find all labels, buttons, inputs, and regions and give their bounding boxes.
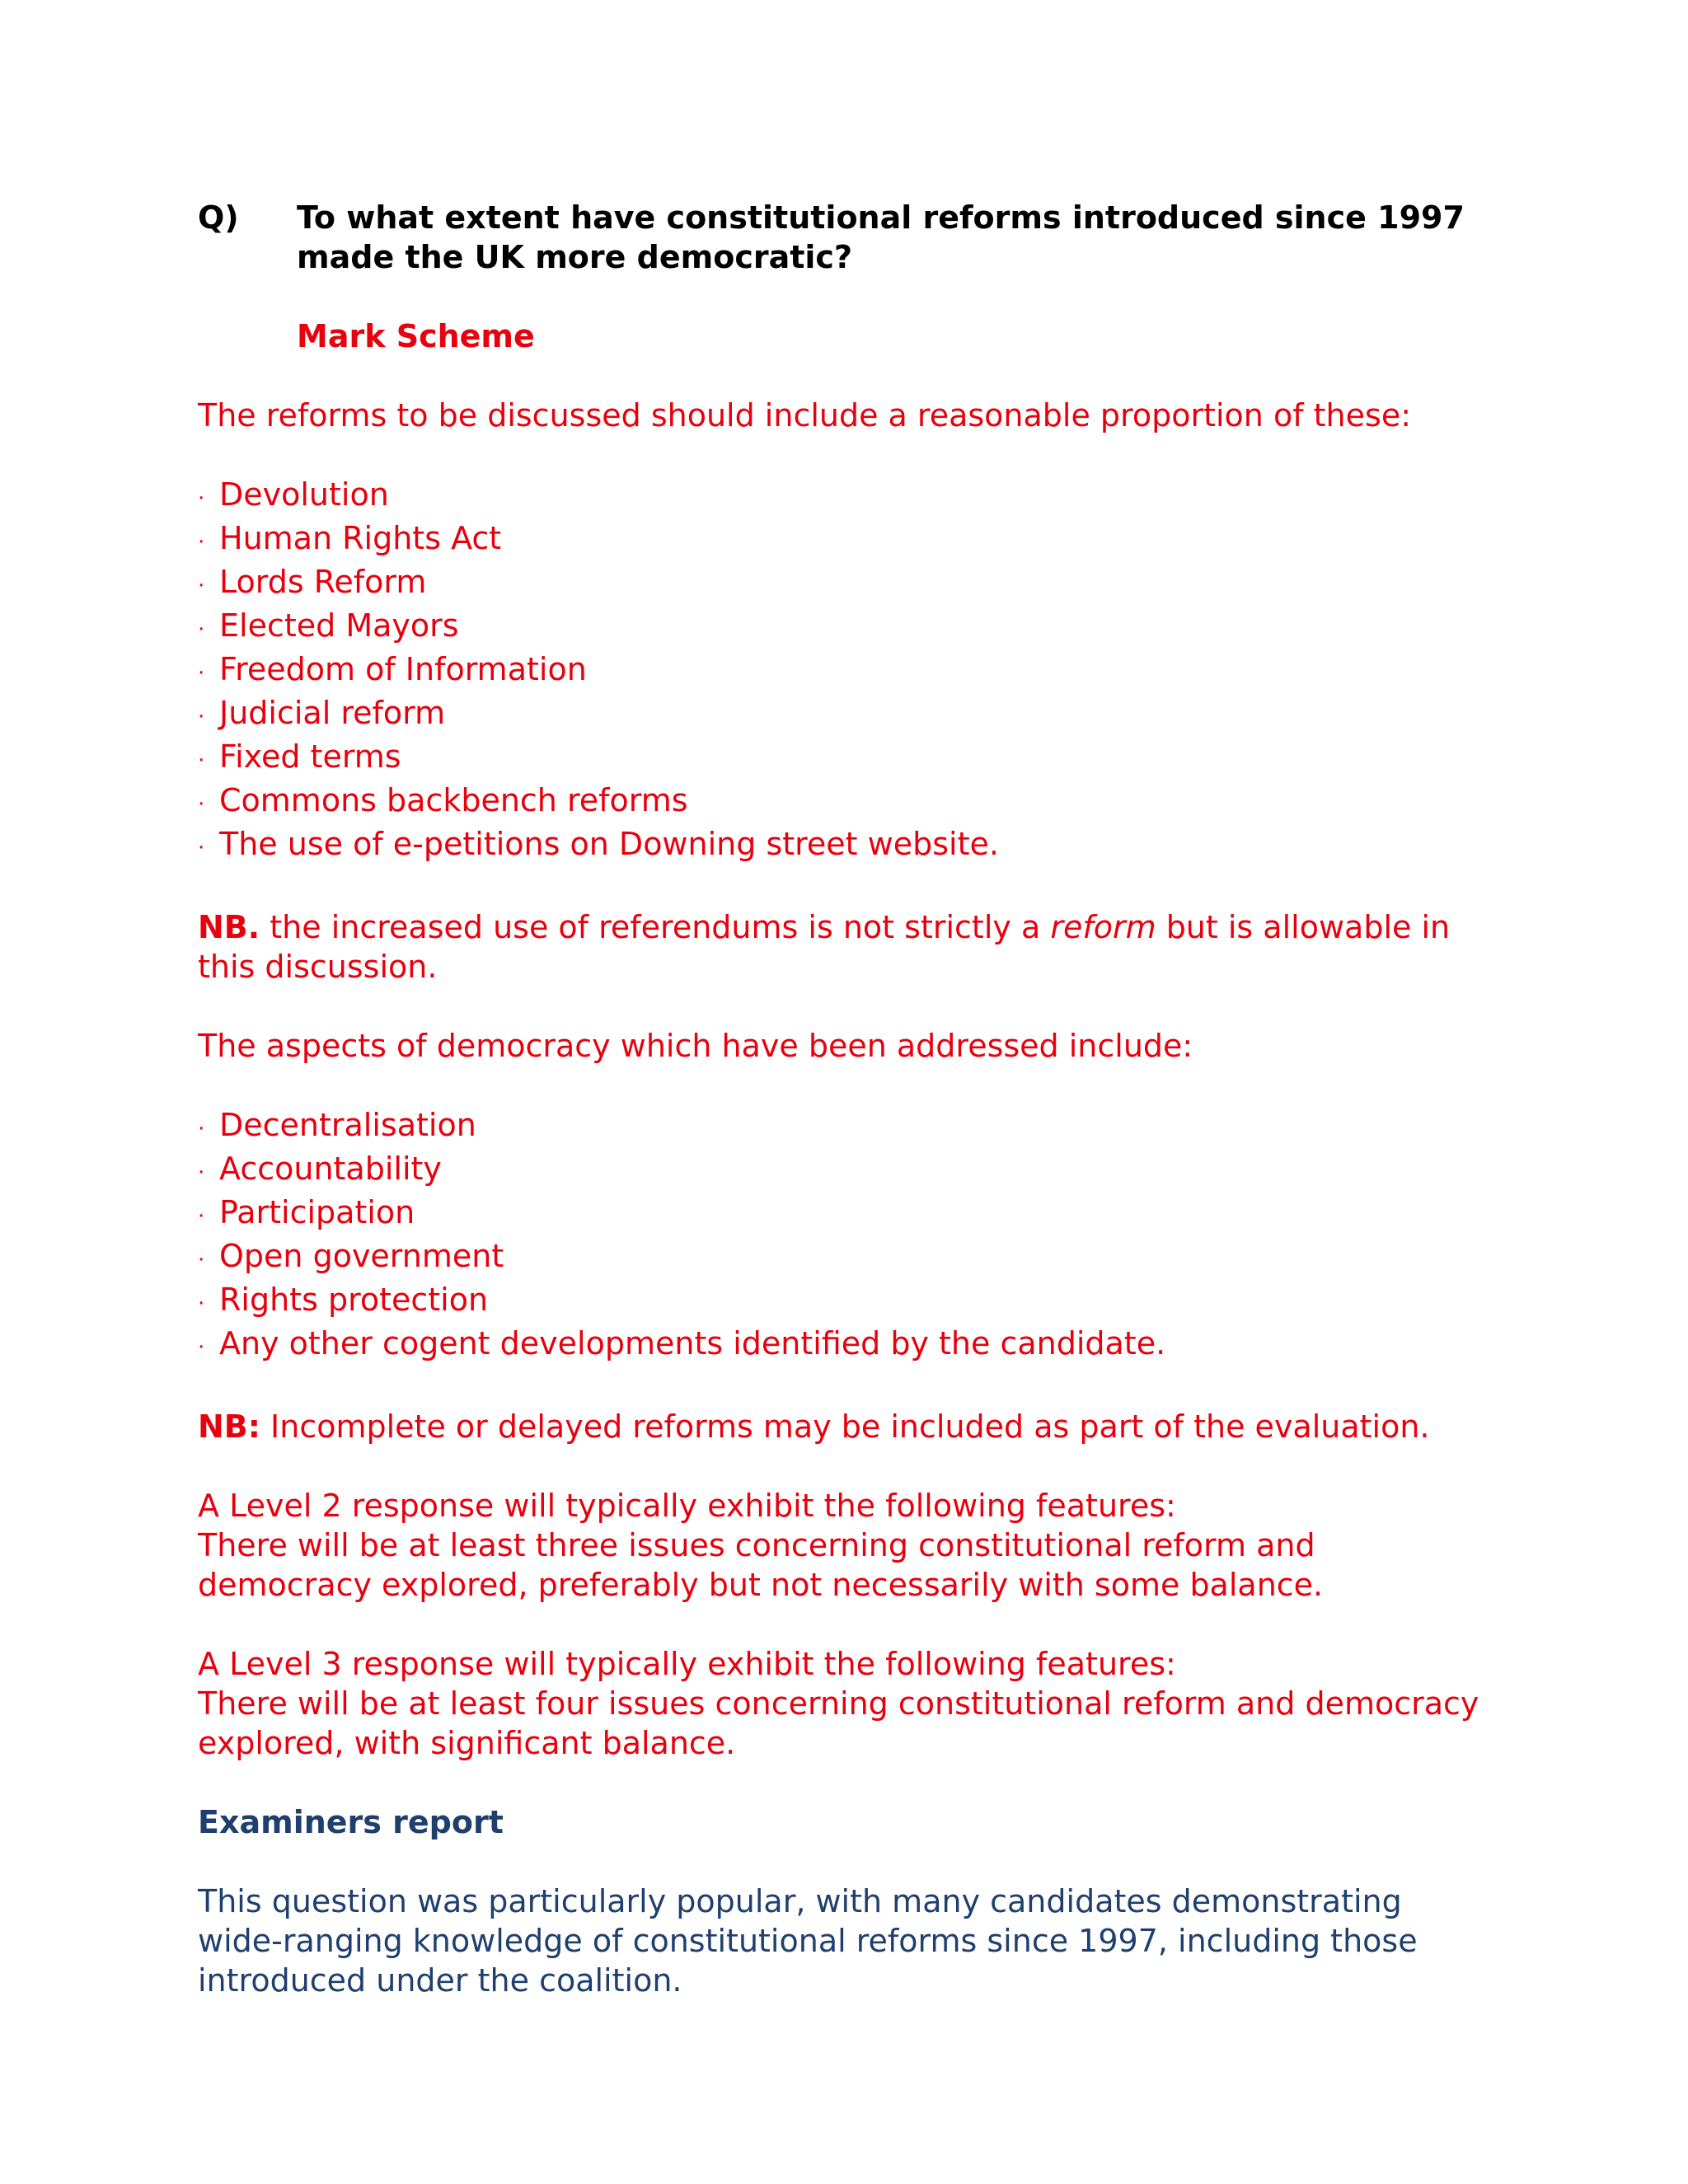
bullet-icon: · [198, 792, 205, 817]
bullet-icon: · [198, 574, 205, 598]
examiners-report-heading: Examiners report [198, 1804, 504, 1840]
list-item-text: Devolution [219, 476, 389, 513]
aspects-intro: The aspects of democracy which have been addressed include: [198, 1028, 1193, 1064]
list-item [198, 1193, 1484, 1236]
bullet-icon: · [198, 661, 205, 686]
list-item-text: Decentralisation [219, 1107, 476, 1143]
bullet-icon: · [198, 486, 205, 511]
list-item [198, 518, 1484, 562]
question-heading [198, 198, 1484, 277]
list-item-text: Judicial reform [219, 695, 446, 731]
bullet-icon: · [198, 705, 205, 729]
list-item-text: Accountability [219, 1151, 442, 1187]
aspects-list [198, 1105, 1484, 1367]
list-item-text: Open government [219, 1238, 504, 1274]
list-item-text: Elected Mayors [219, 607, 459, 644]
list-item-text: Commons backbench reforms [219, 782, 688, 818]
list-item-text: The use of e-petitions on Downing street website. [219, 826, 999, 862]
bullet-icon: · [198, 836, 205, 860]
bullet-icon: · [198, 1117, 205, 1141]
list-item [198, 737, 1484, 780]
list-item [198, 780, 1484, 824]
nb-referendums [198, 907, 1484, 987]
list-item-text: Participation [219, 1194, 415, 1230]
list-item [198, 562, 1484, 606]
list-item [198, 475, 1484, 518]
level-2-heading: A Level 2 response will typically exhibit the following features: [198, 1488, 1176, 1524]
nb-text: the increased use of referendums is not strictly a [260, 909, 1051, 945]
level-3-heading: A Level 3 response will typically exhibit the following features: [198, 1646, 1176, 1682]
bullet-icon: · [198, 617, 205, 642]
nb-text: Incomplete or delayed reforms may be included as part of the evaluation. [260, 1408, 1430, 1445]
examiners-report-text: This question was particularly popular, with many candidates demonstrating wide-ranging knowledge of constitutional reforms since 1997, including those introduced under the coalition. [198, 1883, 1418, 1999]
mark-scheme-title: Mark Scheme [297, 318, 535, 354]
list-item-text: Fixed terms [219, 738, 401, 775]
bullet-icon: · [198, 1335, 205, 1360]
nb-label: NB. [198, 909, 260, 945]
bullet-icon: · [198, 1291, 205, 1316]
level-3-description: There will be at least four issues concerning constitutional reform and democracy explored, with significant balance. [198, 1685, 1479, 1761]
reforms-list [198, 475, 1484, 868]
document-page [198, 198, 1484, 2000]
level-2-criteria [198, 1486, 1484, 1605]
question-text: To what extent have constitutional reforms introduced since 1997 made the UK more democratic? [297, 199, 1465, 275]
level-3-criteria [198, 1644, 1484, 1763]
list-item-text: Human Rights Act [219, 520, 502, 556]
list-item [198, 1149, 1484, 1193]
nb-incomplete-reforms [198, 1407, 1484, 1446]
nb-label: NB: [198, 1408, 260, 1445]
list-item-text: Lords Reform [219, 564, 427, 600]
list-item-text: Any other cogent developments identified by the candidate. [219, 1325, 1166, 1361]
list-item-text: Rights protection [219, 1282, 489, 1318]
bullet-icon: · [198, 748, 205, 773]
list-item [198, 606, 1484, 649]
nb-emphasis: reform [1050, 909, 1156, 945]
question-label: Q) [198, 199, 239, 236]
list-item-text: Freedom of Information [219, 651, 587, 687]
nb-text-end: but is allowable in this discussion. [198, 909, 1451, 985]
bullet-icon: · [198, 530, 205, 555]
list-item [198, 1280, 1484, 1324]
bullet-icon: · [198, 1248, 205, 1272]
list-item [198, 1236, 1484, 1280]
level-2-description: There will be at least three issues concerning constitutional reform and democracy explored, preferably but not necessarily with some balance. [198, 1527, 1324, 1603]
list-item [198, 1324, 1484, 1367]
list-item [198, 649, 1484, 693]
list-item [198, 824, 1484, 868]
list-item [198, 1105, 1484, 1149]
reforms-intro: The reforms to be discussed should include a reasonable proportion of these: [198, 397, 1411, 434]
list-item [198, 693, 1484, 737]
bullet-icon: · [198, 1160, 205, 1185]
bullet-icon: · [198, 1204, 205, 1229]
